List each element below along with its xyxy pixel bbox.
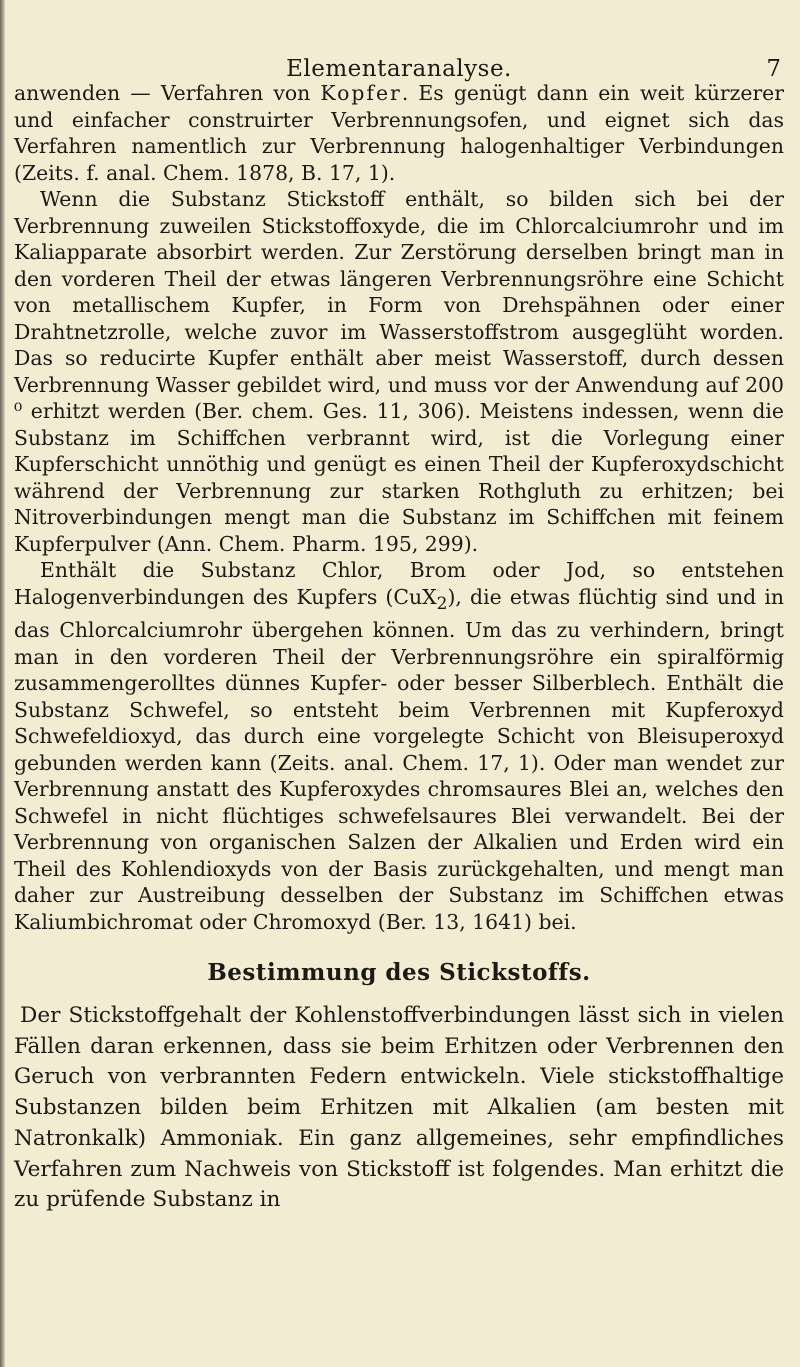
paragraph-1-post: . Es genügt dann ein weit kürzerer und einfacher construirter Verbrennungsofen, und eignet sich das Verfahren namentlich zur Verbrennung halogenhaltiger Verbindungen (Zeits. f. anal. Chem. 1878, B. 17, 1). [14, 81, 784, 185]
section-heading: Bestimmung des Stickstoffs. [207, 959, 591, 987]
paragraph-3-pre: Enthält die Substanz Chlor, Brom oder Jod, so entstehen Halogenverbindungen des Kupfers (CuX [14, 558, 784, 609]
page-number: 7 [766, 56, 781, 82]
section-paragraph [14, 1001, 784, 1216]
paragraph-kopfer-method [14, 80, 784, 186]
paragraph-halogens-sulfur [14, 557, 784, 935]
running-header [14, 10, 784, 80]
paragraph-nitrogen-oxides [14, 186, 784, 557]
running-title: Elementaranalyse. [286, 56, 512, 82]
page-edge-shadow [0, 0, 5, 1367]
author-name-kopfer: Kopfer [320, 81, 402, 105]
formula-subscript: 2 [436, 593, 448, 614]
section-text: Der Stickstoffgehalt der Kohlenstoffverbindungen lässt sich in vielen Fällen daran erkennen, dass sie beim Erhitzen oder Verbrennen den Geruch von verbrannten Federn entwickeln. Viele stickstoffhaltige Substanzen bilden beim Erhitzen mit Alkalien (am besten mit Natronkalk) Ammoniak. Ein ganz allgemeines, sehr empfindliches Verfahren zum Nachweis von Stickstoff ist folgendes. Man erhitzt die zu prüfende Substanz in [14, 1003, 784, 1213]
book-page [14, 10, 784, 1216]
paragraph-3-post: ), die etwas flüchtig sind und in das Chlorcalciumrohr übergehen können. Um das zu verhindern, bringt man in den vorderen Theil der Verbrennungsröhre ein spiralförmig zusammengerolltes dünnes Kupfer- oder besser Silberblech. Enthält die Substanz Schwefel, so entsteht beim Verbrennen mit Kupferoxyd Schwefeldioxyd, das durch eine vorgelegte Schicht von Bleisuperoxyd gebunden werden kann (Zeits. anal. Chem. 17, 1). Oder man wendet zur Verbrennung anstatt des Kupferoxydes chromsaures Blei an, welches den Schwefel in nicht flüchtiges schwefelsaures Blei verwandelt. Bei der Verbrennung von organischen Salzen der Alkalien und Erden wird ein Theil des Kohlendioxyds von der Basis zurückgehalten, und mengt man daher zur Austreibung desselben der Substanz im Schiffchen etwas Kaliumbichromat oder Chromoxyd (Ber. 13, 1641) bei. [14, 584, 784, 934]
paragraph-1-pre: anwenden — Verfahren von [14, 81, 321, 105]
paragraph-2-text: Wenn die Substanz Stickstoff enthält, so bilden sich bei der Verbrennung zuweilen Stickstoffoxyde, die im Chlorcalciumrohr und im Kaliapparate absorbirt werden. Zur Zerstörung derselben bringt man in den vorderen Theil der etwas längeren Verbrennungsröhre eine Schicht von metallischem Kupfer, in Form von Drehspähnen oder einer Drahtnetzrolle, welche zuvor im Wasserstoffstrom ausgeglüht worden. Das so reducirte Kupfer enthält aber meist Wasserstoff, durch dessen Verbrennung Wasser gebildet wird, und muss vor der Anwendung auf 200 ⁰ erhitzt werden (Ber. chem. Ges. 11, 306). Meistens indessen, wenn die Substanz im Schiffchen verbrannt wird, ist die Vorlegung einer Kupferschicht unnöthig und genügt es einen Theil der Kupferoxydschicht während der Verbrennung zur starken Rothgluth zu erhitzen; bei Nitroverbindungen mengt man die Substanz im Schiffchen mit feinem Kupferpulver (Ann. Chem. Pharm. 195, 299). [14, 187, 784, 556]
